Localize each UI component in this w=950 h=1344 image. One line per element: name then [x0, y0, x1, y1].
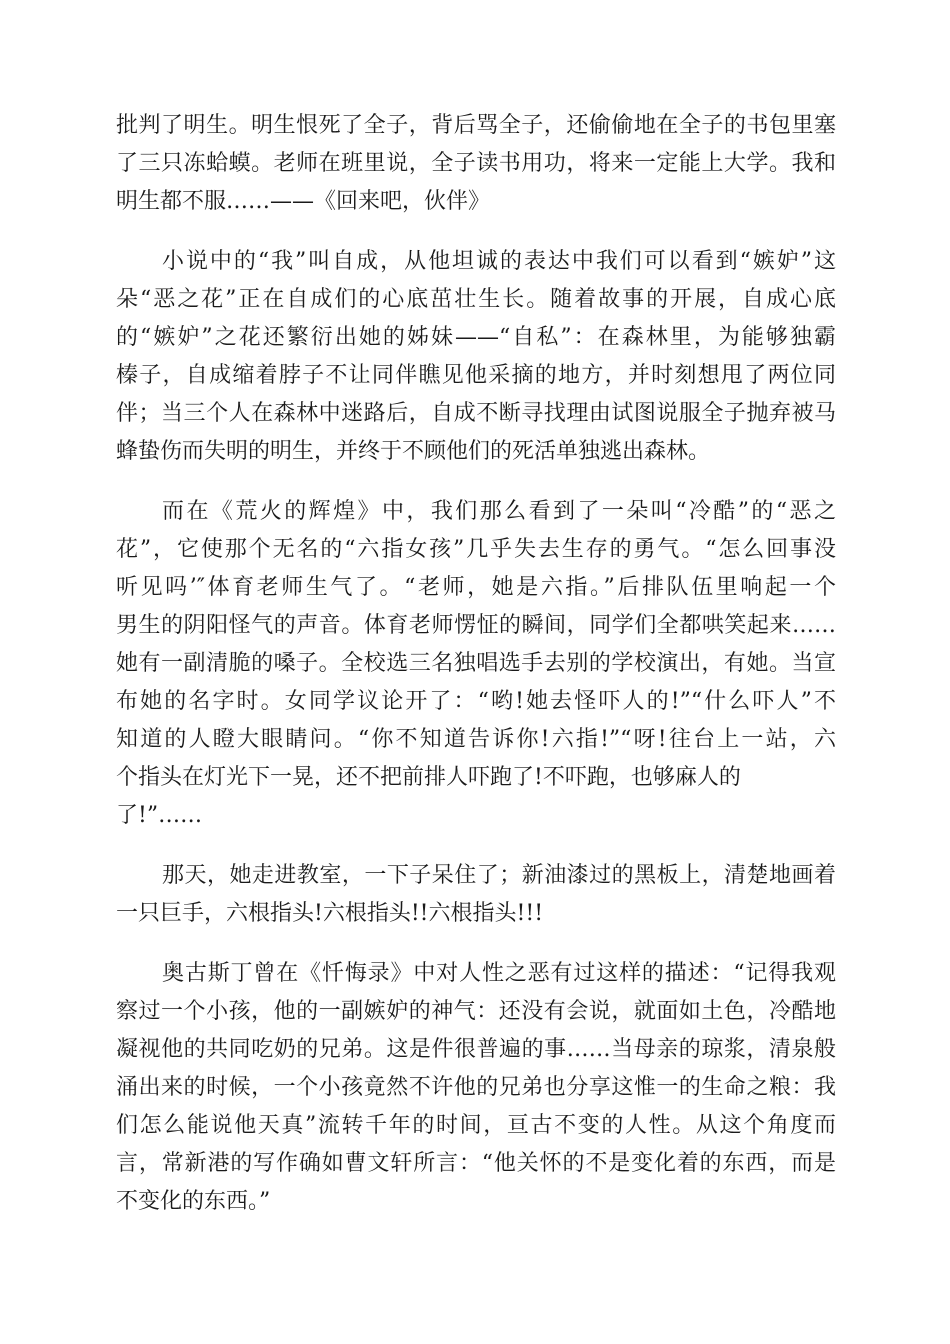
- text-line: 男生的阴阳怪气的声音。体育老师愣怔的瞬间，同学们全都哄笑起来……: [116, 613, 836, 638]
- text-line: 花”，它使那个无名的“六指女孩”几乎失去生存的勇气。“怎么回事没: [116, 537, 836, 562]
- text-line: 言，常新港的写作确如曹文轩所言：“他关怀的不是变化着的东西，而是: [116, 1151, 836, 1176]
- text-line: 明生都不服……——《回来吧，伙伴》: [116, 189, 491, 214]
- text-line: 伴；当三个人在森林中迷路后，自成不断寻找理由试图说服全子抛弃被马: [116, 401, 836, 426]
- text-line: 不变化的东西。”: [116, 1189, 271, 1214]
- text-line: 的“嫉妒”之花还繁衍出她的姊妹——“自私”：在森林里，为能够独霸: [116, 325, 836, 350]
- text-line: 知道的人瞪大眼睛问。“你不知道告诉你!六指!”“呀!往台上一站，六: [116, 727, 836, 752]
- text-line: 朵“恶之花”正在自成们的心底茁壮生长。随着故事的开展，自成心底: [116, 287, 836, 312]
- paragraph: [116, 107, 836, 221]
- text-line: 布她的名字时。女同学议论开了：“哟!她去怪吓人的!”“什么吓人”不: [116, 689, 836, 714]
- text-line: 凝视他的共同吃奶的兄弟。这是件很普遍的事……当母亲的琼浆，清泉般: [116, 1037, 836, 1062]
- text-line: 涌出来的时候，一个小孩竟然不许他的兄弟也分享这惟一的生命之粮：我: [116, 1075, 836, 1100]
- text-line: 们怎么能说他天真”流转千年的时间，亘古不变的人性。从这个角度而: [116, 1113, 836, 1138]
- text-line: 批判了明生。明生恨死了全子，背后骂全子，还偷偷地在全子的书包里塞: [116, 113, 836, 138]
- text-line: 榛子，自成缩着脖子不让同伴瞧见他采摘的地方，并时刻想甩了两位同: [116, 363, 836, 388]
- text-line: 奥古斯丁曾在《忏悔录》中对人性之恶有过这样的描述：“记得我观: [162, 961, 836, 986]
- text-line: 一只巨手，六根指头!六根指头!!六根指头!!!: [116, 901, 544, 926]
- text-line: 听见吗’″体育老师生气了。“老师，她是六指。”后排队伍里响起一个: [116, 575, 836, 600]
- text-line: 了三只冻蛤蟆。老师在班里说，全子读书用功，将来一定能上大学。我和: [116, 151, 836, 176]
- paragraph: [116, 857, 836, 933]
- text-line: 个指头在灯光下一晃，还不把前排人吓跑了!不吓跑，也够麻人的: [116, 765, 741, 790]
- text-line: 了!”……: [116, 803, 203, 828]
- text-line: 那天，她走进教室，一下子呆住了；新油漆过的黑板上，清楚地画着: [162, 863, 836, 888]
- paragraph: [116, 243, 836, 471]
- text-line: 蜂蛰伤而失明的明生，并终于不顾他们的死活单独逃出森林。: [116, 439, 711, 464]
- document-body: [116, 107, 836, 1243]
- text-line: 而在《荒火的辉煌》中，我们那么看到了一朵叫“冷酷”的“恶之: [162, 499, 836, 524]
- text-line: 小说中的“我”叫自成，从他坦诚的表达中我们可以看到“嫉妒”这: [162, 249, 836, 274]
- paragraph: [116, 955, 836, 1221]
- text-line: 察过一个小孩，他的一副嫉妒的神气：还没有会说，就面如土色，冷酷地: [116, 999, 836, 1024]
- paragraph: [116, 493, 836, 835]
- text-line: 她有一副清脆的嗓子。全校选三名独唱选手去别的学校演出，有她。当宣: [116, 651, 836, 676]
